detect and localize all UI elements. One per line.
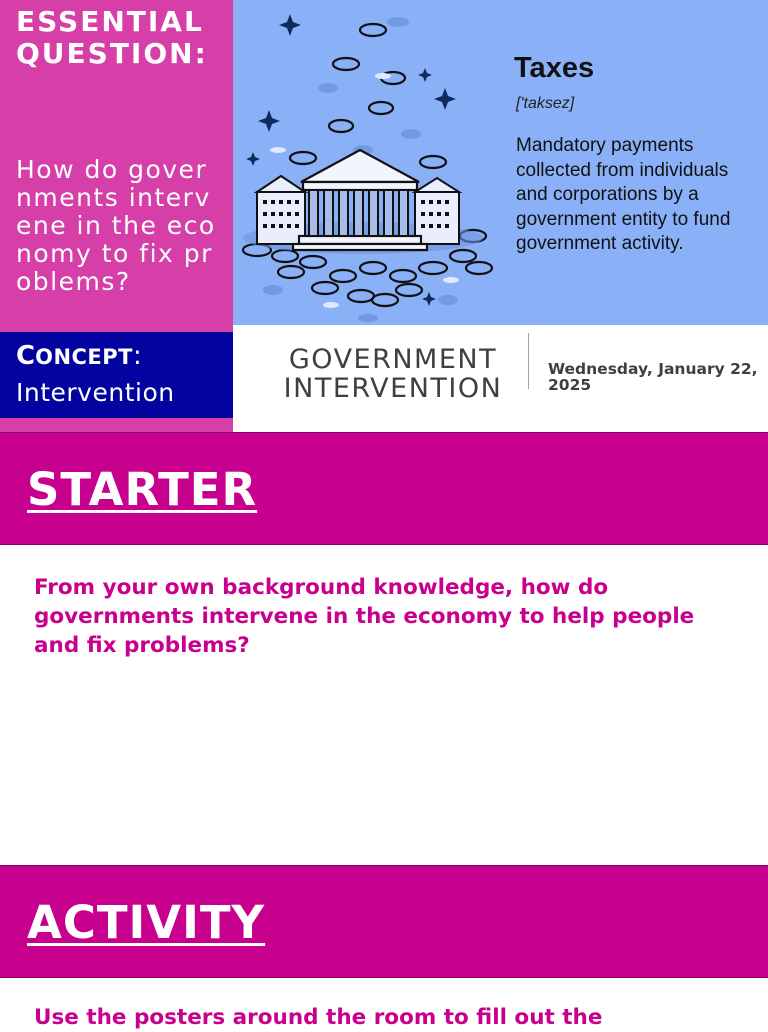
starter-prompt: From your own background knowledge, how do governments intervene in the economy to help people and fix problems? (34, 575, 695, 658)
government-building-coins-illustration (233, 0, 513, 325)
essential-question-text: How do governments intervene in the economy to fix problems? (16, 155, 216, 296)
lesson-date: Wednesday, January 22, 2025 (548, 360, 758, 394)
essential-question-heading: ESSENTIAL QUESTION: (16, 5, 208, 70)
activity-prompt: Use the posters around the room to fill out the (34, 1005, 603, 1030)
taxes-definition-image (233, 0, 768, 325)
concept-box (0, 332, 233, 418)
taxes-title: Taxes (514, 52, 595, 84)
taxes-pronunciation: ['taksez] (516, 95, 575, 112)
lesson-title: GOVERNMENT INTERVENTION (283, 344, 503, 404)
taxes-definition: Mandatory payments collected from individuals and corporations by a government entity to fund government activity. (516, 135, 731, 254)
activity-heading: ACTIVITY (27, 896, 266, 949)
lesson-title-band (233, 325, 768, 433)
activity-banner (0, 865, 768, 978)
concept-label: CONCEPT: (16, 341, 142, 371)
essential-question-panel (0, 0, 234, 432)
starter-heading: STARTER (27, 463, 258, 516)
title-divider (528, 333, 529, 389)
starter-banner (0, 432, 768, 545)
concept-value: Intervention (16, 378, 175, 407)
